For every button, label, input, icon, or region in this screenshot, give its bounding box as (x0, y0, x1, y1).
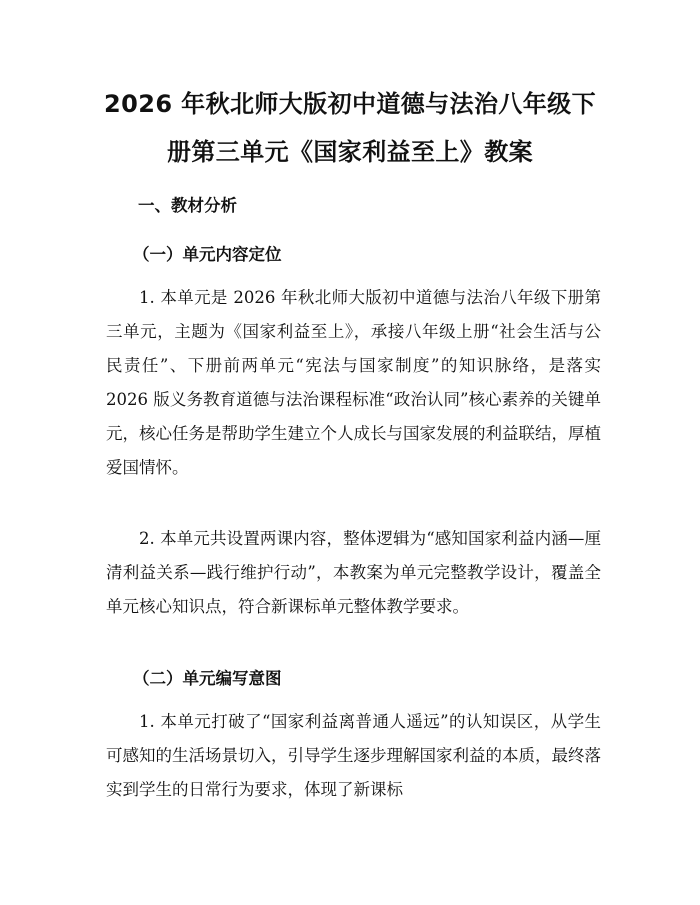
paragraph-unit-positioning-1: 1. 本单元是 2026 年秋北师大版初中道德与法治八年级下册第三单元，主题为《国家利益至上》，承接八年级上册“社会生活与公民责任”、下册前两单元“宪法与国家制度”的知识脉络，是落实 2026 版义务教育道德与法治课程标准“政治认同”核心素养的关键单元，核心任务是帮助学生建立个人成长与国家发展的利益联结，厚植爱国情怀。 (106, 288, 601, 477)
subsection-heading-writing-intent: （二）单元编写意图 (133, 669, 282, 688)
document-title-line-1: 2026 年秋北师大版初中道德与法治八年级下 (104, 90, 596, 118)
paragraph-unit-positioning-2: 2. 本单元共设置两课内容，整体逻辑为“感知国家利益内涵—厘清利益关系—践行维护行动”，本教案为单元完整教学设计，覆盖全单元核心知识点，符合新课标单元整体教学要求。 (106, 529, 601, 616)
document-title-line-2: 册第三单元《国家利益至上》教案 (167, 138, 533, 166)
paragraph-writing-intent-1: 1. 本单元打破了“国家利益离普通人遥远”的认知误区，从学生可感知的生活场景切入，引导学生逐步理解国家利益的本质，最终落实到学生的日常行为要求，体现了新课标 (106, 712, 601, 799)
subsection-heading-unit-positioning: （一）单元内容定位 (133, 245, 282, 264)
section-heading-textbook-analysis: 一、教材分析 (138, 196, 237, 215)
